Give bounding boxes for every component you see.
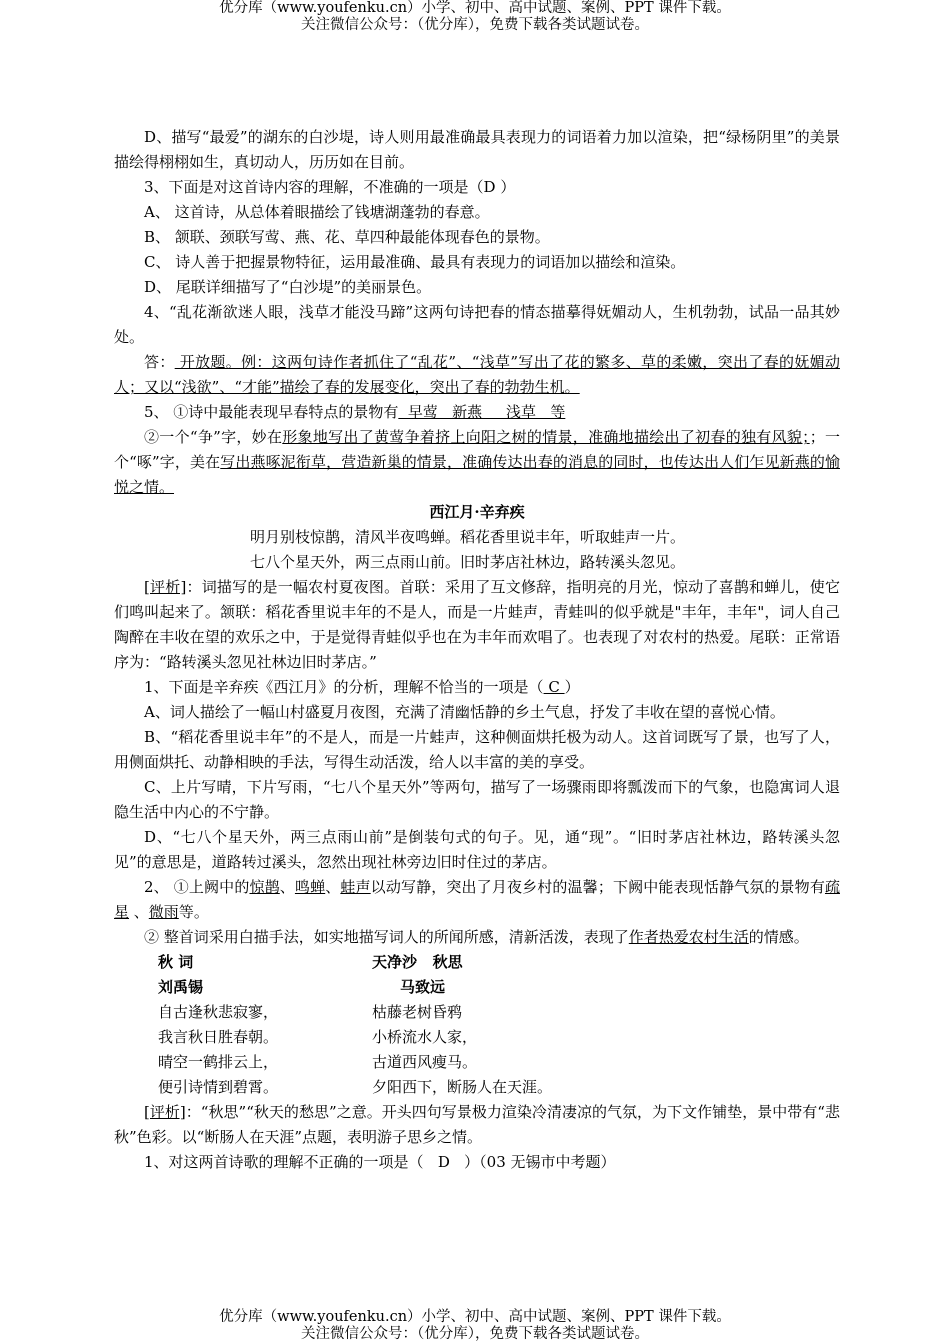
q5b-mid: ；一个“啄”字，美在 [114, 428, 840, 471]
xjy-q2-word-2: 鸣蝉 [294, 878, 326, 896]
poems-authors-row [114, 975, 840, 1000]
qiuci-line-3: 晴空一鹤排云上， [158, 1053, 279, 1071]
commentary-label-2: [评析] [144, 1103, 186, 1121]
poem-tianjingsha-author: 马致远 [400, 978, 446, 996]
xjy-q2-mid: 以动写静，突出了月夜乡村的温馨；下阙中能表现恬静气氛的景物有 [370, 878, 825, 896]
question-5-prompt: 5、 ①诗中最能表现早春特点的景物有 [144, 403, 399, 421]
xjy-q2-prompt: 2、 ①上阙中的 [144, 878, 250, 896]
poems-line-row-3 [114, 1050, 840, 1075]
xjy-q2-word-5: 微雨 [148, 903, 179, 921]
question-5-part-2 [114, 425, 840, 500]
question-3-option-b: B、 颔联、颈联写莺、燕、花、草四种最能体现春色的景物。 [144, 228, 550, 246]
tianjingsha-line-4: 夕阳西下，断肠人在天涯。 [372, 1078, 553, 1096]
poem-qiuci-title: 秋 词 [158, 953, 194, 971]
q5b-answer-2: 写出燕啄泥衔草，营造新巢的情景，准确传达出春的消息的同时，也传达出人们乍见新燕的愉悦之情。 [114, 453, 840, 496]
xjy-q1-option-d: D、“七八个星天外，两三点雨山前”是倒装句式的句子。见，通“现”。“旧时茅店社林边，路转溪头忽见”的意思是，道路转过溪头，忽然出现社林旁边旧时住过的茅店。 [114, 828, 840, 871]
commentary-xijiangyue [114, 575, 840, 675]
option-d: D、描写“最爱”的湖东的白沙堤，诗人则用最准确最具表现力的词语着力加以渲染，把“绿杨阴里”的美景描绘得栩栩如生，真切动人，历历如在目前。 [114, 128, 840, 171]
answer-4 [114, 350, 840, 400]
header-line-1: 优分库（www.youfenku.cn）小学、初中、高中试题、案例、PPT 课件下载。 [219, 0, 731, 16]
header-line-2: 关注微信公众号：（优分库），免费下载各类试题试卷。 [301, 17, 649, 33]
xjy-q1-answer: C [543, 678, 565, 696]
poem-line-2: 七八个星天外，两三点雨山前。旧时茅店社林边，路转溪头忽见。 [250, 553, 686, 571]
question-5-answer: 早莺 新燕 浅草 等 [398, 403, 566, 421]
xjy-question-2-part-2 [114, 925, 840, 950]
poem-tianjingsha-title: 天净沙 秋思 [372, 953, 463, 971]
xjy-q2-end: 等。 [178, 903, 209, 921]
poem-qiuci-author: 刘禹锡 [158, 978, 204, 996]
commentary-text-2: ：“秋思”“秋天的愁思”之意。开头四句写景极力渲染冷清凄凉的气氛，为下文作铺垫，景中带有“悲秋”色彩。以“断肠人在天涯”点题，表明游子思乡之情。 [114, 1103, 840, 1146]
xjy-q1-prompt: 1、下面是辛弃疾《西江月》的分析，理解不恰当的一项是（ [144, 678, 544, 696]
commentary-label: [评析] [144, 578, 187, 596]
question-4: 4、“乱花渐欲迷人眼，浅草才能没马蹄”这两句诗把春的情态描摹得妩媚动人，生机勃勃，试品一品其妙处。 [114, 303, 840, 346]
q5b-prompt: ②一个“争”字，妙在 [144, 428, 283, 446]
page-header [0, 0, 950, 34]
footer-line-2: 关注微信公众号：（优分库），免费下载各类试题试卷。 [301, 1326, 649, 1342]
question-3: 3、下面是对这首诗内容的理解，不准确的一项是（D ） [144, 178, 516, 196]
poem-title-xijiangyue: 西江月·辛弃疾 [429, 503, 525, 521]
footer-line-1: 优分库（www.youfenku.cn）小学、初中、高中试题、案例、PPT 课件下载。 [219, 1309, 731, 1325]
xjy-q2-word-3: 蛙声 [340, 878, 371, 896]
question-3-option-d: D、 尾联详细描写了“白沙堤”的美丽景色。 [144, 278, 432, 296]
document-body [114, 125, 840, 1175]
poems-line-row-2 [114, 1025, 840, 1050]
q5b-answer-1: 形象地写出了黄莺争着挤上向阳之树的情景，准确地描绘出了初春的独有风貌； [282, 428, 810, 446]
poems-line-row-4 [114, 1075, 840, 1100]
commentary-qiusi [114, 1100, 840, 1150]
poems-line-row-1 [114, 1000, 840, 1025]
xjy-q1-option-b: B、“稻花香里说丰年”的不是人，而是一片蛙声，这种侧面烘托极为动人。这首词既写了景，也写了人，用侧面烘托、动静相映的手法，写得生动活泼，给人以丰富的美的享受。 [114, 728, 840, 771]
xjy-q2-sep-3: 、 [129, 903, 149, 921]
xjy-q1-option-a: A、词人描绘了一幅山村盛夏月夜图，充满了清幽恬静的乡土气息，抒发了丰收在望的喜悦心情。 [144, 703, 785, 721]
tianjingsha-line-1: 枯藤老树昏鸦 [372, 1003, 463, 1021]
poem-line-1: 明月别枝惊鹊，清风半夜鸣蝉。稻花香里说丰年，听取蛙声一片。 [250, 528, 686, 546]
xjy-q2b-prompt: ② 整首词采用白描手法，如实地描写词人的所闻所感，清新活泼，表现了 [144, 928, 629, 946]
tianjingsha-line-3: 古道西风瘦马。 [372, 1053, 478, 1071]
tianjingsha-line-2: 小桥流水人家， [372, 1028, 478, 1046]
xjy-q2b-end: 的情感。 [748, 928, 809, 946]
question-3-option-c: C、 诗人善于把握景物特征，运用最准确、最具有表现力的词语加以描绘和渲染。 [144, 253, 686, 271]
xjy-q2-word-1: 惊鹊 [249, 878, 280, 896]
qiuci-line-1: 自古逢秋悲寂寥， [158, 1003, 279, 1021]
question-3-option-a: A、 这首诗，从总体着眼描绘了钱塘湖蓬勃的春意。 [144, 203, 490, 221]
xjy-q2-sep-2: 、 [325, 878, 341, 896]
xjy-question-2 [114, 875, 840, 925]
xjy-q1-option-c: C、上片写晴，下片写雨，“七八个星天外”等两句，描写了一场骤雨即将瓢泼而下的气象，也隐寓词人退隐生活中内心的不宁静。 [114, 778, 840, 821]
qiuci-line-2: 我言秋日胜春朝。 [158, 1028, 279, 1046]
xjy-q2b-answer: 作者热爱农村生活 [628, 928, 749, 946]
question-5 [114, 400, 840, 425]
qiusi-question-1: 1、对这两首诗歌的理解不正确的一项是（ D ）（03 无锡市中考题） [144, 1153, 616, 1171]
xjy-q1-close: ） [564, 678, 580, 696]
xjy-q2-sep-1: 、 [279, 878, 295, 896]
answer-4-text: 开放题。例：这两句诗作者抓住了“乱花”、“浅草”写出了花的繁多、草的柔嫩，突出了春的妩媚动人；又以“浅欲”、“才能”描绘了春的发展变化，突出了春的勃勃生机。 [114, 353, 840, 396]
qiuci-line-4: 便引诗情到碧霄。 [158, 1078, 279, 1096]
page-footer [0, 1309, 950, 1343]
xjy-question-1 [114, 675, 840, 700]
xjy-q2-word-4: 疏星 [114, 878, 840, 921]
commentary-text: ：词描写的是一幅农村夏夜图。首联：采用了互文修辞，指明亮的月光，惊动了喜鹊和蝉儿，使它们鸣叫起来了。颔联：稻花香里说丰年的不是人，而是一片蛙声，青蛙叫的似乎就是"丰年，丰年"，词人自己陶醉在丰收在望的欢乐之中，于是觉得青蛙似乎也在为丰年而欢唱了。也表现了对农村的热爱。尾联：正常语序为：“路转溪头忽见社林边旧时茅店。” [114, 578, 840, 671]
poems-titles-row [114, 950, 840, 975]
answer-label: 答： [144, 353, 175, 371]
